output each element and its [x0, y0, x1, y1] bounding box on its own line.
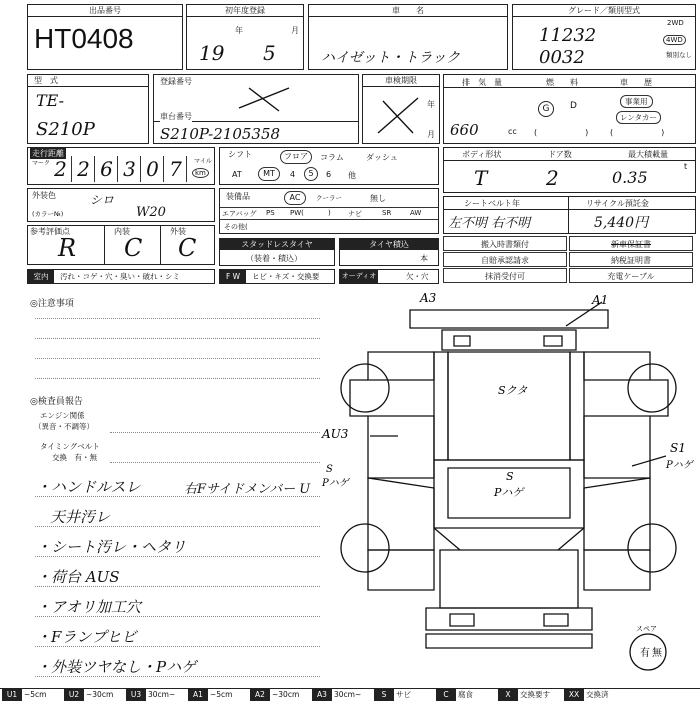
note-line-2 [35, 338, 320, 339]
fw-row-text: ヒビ・キズ・交換要 [252, 272, 320, 281]
first-reg-year-unit: 年 [235, 26, 243, 35]
note-line-1 [35, 318, 320, 319]
legend-value: サビ [396, 690, 411, 699]
legend-value: 30cm~ [148, 690, 176, 699]
first-reg-box [186, 4, 304, 70]
remark-5: ・アオリ加工穴 [36, 598, 141, 616]
timing-label: タイミングベルト [40, 442, 100, 451]
legend-key: X [498, 689, 518, 701]
recycle-value: 5,440円 [594, 215, 649, 231]
doc-item: 自賠承認請求 [443, 252, 567, 267]
seatbelt-value: 左不明 右不明 [448, 216, 531, 231]
displacement-label: 排 気 量 [462, 78, 502, 87]
rem-line-1 [35, 496, 320, 497]
shift-5: 5 [304, 167, 318, 181]
diagram-s-left: S [326, 464, 333, 475]
equipment-cooler: クーラー [316, 194, 342, 202]
displacement-unit: cc [508, 127, 517, 136]
grade-label: グレード／類別型式 [513, 5, 695, 17]
mileage-digit: 2 [50, 156, 72, 182]
remark-1b: 右Fサイドメンバー U [184, 482, 311, 497]
reg-no-label: 登録番号 [160, 77, 192, 86]
legend-key: XX [564, 689, 584, 701]
grade-box [512, 4, 696, 70]
doors-label: ドア数 [548, 150, 572, 159]
mileage-sub: マーク [32, 160, 51, 167]
auction-no-box [27, 4, 183, 70]
exterior-color-value: シロ [90, 193, 115, 207]
interior-row-text: 汚れ・コゲ・穴・臭い・破れ・シミ [60, 272, 180, 281]
legend-key: U1 [2, 689, 22, 701]
history-opt-2: レンタカー [616, 111, 661, 124]
diagram-s1: S1 [670, 441, 686, 455]
remark-1: ・ハンドルスレ [36, 478, 141, 496]
notes-label: ◎注意事項 [30, 299, 74, 309]
doc-item: 抹消受付可 [443, 268, 567, 283]
diagram-bed-label: Sクタ [498, 384, 528, 397]
grade-opt-none: 類別なし [666, 51, 692, 59]
remark-2: 天井汚レ [50, 508, 111, 526]
diagram-pge-right: Pハゲ [666, 460, 693, 471]
equipment-ac: AC [284, 191, 306, 205]
shift-dash: ダッシュ [366, 153, 398, 162]
auction-no-label: 出品番号 [28, 5, 182, 17]
equipment-item: PS [266, 209, 275, 217]
legend-value: ~5cm [210, 690, 233, 699]
diagram-pge-left: Pハゲ [322, 478, 349, 489]
car-name-value: ハイゼット・トラック [321, 50, 461, 66]
mileage-digit: 2 [73, 156, 95, 182]
inspector-label: ◎検査員報告 [30, 397, 83, 407]
seatbelt-box [443, 196, 696, 234]
grade-value-2: 0032 [539, 47, 585, 68]
mileage-digit: 3 [119, 156, 141, 182]
legend-value: 交換要す [520, 690, 550, 699]
doc-item: 搬入時書類付 [443, 236, 567, 251]
inspection-year-unit: 年 [427, 100, 435, 109]
ref-eval-label: 参考評価点 [30, 227, 70, 236]
max-load-label: 最大積載量 [628, 150, 668, 159]
inspection-month-unit: 月 [427, 130, 435, 139]
exterior-value: C [178, 234, 197, 262]
diagram-a3-top: A3 [420, 291, 437, 305]
engine-sub: （異音・不調等） [34, 422, 94, 431]
tire-label: タイヤ積込 [340, 239, 438, 250]
eval-v1 [104, 226, 105, 264]
shift-floor: フロア [280, 150, 312, 164]
rem-line-3 [35, 556, 320, 557]
interior-label: 内装 [114, 227, 130, 236]
studless-box [219, 238, 335, 266]
mileage-digit: 6 [96, 156, 118, 182]
fw-row [219, 269, 335, 284]
diagram-au3: AU3 [322, 427, 349, 441]
body-box [443, 147, 696, 193]
legend-key: A1 [188, 689, 208, 701]
doors-value: 2 [546, 166, 559, 190]
equipment-item: SR [382, 209, 392, 217]
recycle-label: リサイクル預託金 [586, 199, 649, 208]
spec-box [443, 74, 696, 144]
shift-box [219, 147, 439, 185]
reg-cross-mark [234, 83, 294, 113]
legend-value: 30cm~ [334, 690, 362, 699]
audio-row-label: オーディオ [340, 270, 378, 283]
legend-key: A2 [250, 689, 270, 701]
first-reg-month: 5 [263, 41, 276, 65]
note-line-3 [35, 358, 320, 359]
body-type-value: T [474, 166, 488, 190]
legend-value: 腐食 [458, 690, 473, 699]
diagram-a1-top: A1 [592, 293, 609, 307]
shift-other: 他 [348, 171, 356, 180]
diagram-spare-yes: 有 [640, 648, 650, 659]
doc-item: 充電ケーブル [569, 268, 693, 283]
diagram-pge-mid: Pハゲ [494, 486, 524, 499]
inspection-box [362, 74, 440, 144]
tire-unit: 本 [420, 254, 428, 263]
legend-key: A3 [312, 689, 332, 701]
equipment-item: PW( [290, 209, 304, 217]
equipment-row2 [220, 207, 438, 220]
model-label: 型 式 [28, 75, 148, 87]
first-reg-month-unit: 月 [291, 26, 299, 35]
shift-mt: MT [258, 167, 280, 181]
fuel-label: 燃 料 [546, 78, 578, 87]
grade-value-1: 11232 [539, 25, 597, 46]
auction-no-value: HT0408 [34, 23, 134, 54]
model-box [27, 74, 149, 144]
rem-line-5 [35, 616, 320, 617]
fw-row-label: F W [220, 270, 246, 283]
car-name-box [308, 4, 508, 70]
body-type-label: ボディ形状 [462, 150, 502, 159]
remark-3: ・シート汚レ・ヘタリ [36, 538, 187, 556]
insp-line-2 [110, 462, 320, 463]
rem-line-2 [35, 526, 320, 527]
docs-grid [443, 234, 696, 284]
legend-value: ~5cm [24, 690, 47, 699]
history-label: 車 歴 [620, 78, 652, 87]
model-value-2: S210P [36, 119, 95, 140]
shift-at: AT [232, 170, 242, 179]
inspection-cross-mark [373, 93, 423, 138]
exterior-color-sub: (カラー№) [32, 210, 64, 218]
doc-item: 納税証明書 [569, 252, 693, 267]
displacement-value: 660 [450, 121, 479, 139]
diagram-s-mid: S [506, 470, 514, 483]
diagram-spare-label: スペア [636, 625, 657, 633]
engine-label: エンジン関係 [40, 411, 85, 420]
eval-v2 [160, 226, 161, 264]
rem-line-7 [35, 676, 320, 677]
equipment-item: エアバッグ [222, 210, 257, 218]
car-diagram [322, 288, 700, 686]
equipment-none: 無し [370, 194, 386, 203]
studless-opt: （装着・積込） [246, 254, 302, 263]
studless-opt-2: 積込 [278, 254, 294, 263]
shift-6: 6 [326, 170, 332, 179]
inspection-label: 車検期限 [363, 75, 439, 87]
body-divider [444, 160, 695, 161]
equipment-item: AW [410, 209, 422, 217]
equipment-other: その他( [224, 223, 248, 231]
grade-opt-2wd: 2WD [667, 19, 684, 27]
first-reg-year: 19 [199, 41, 225, 65]
first-reg-label: 初年度登録 [187, 5, 303, 17]
equipment-box [219, 188, 439, 234]
max-load-unit: t [684, 162, 688, 171]
interior-row [27, 269, 215, 284]
reg-box [153, 74, 359, 144]
exterior-color-box [27, 188, 215, 222]
equipment-label: 装備品 [226, 192, 250, 201]
mileage-digit: 0 [142, 156, 164, 182]
car-name-label: 車 名 [309, 5, 507, 17]
equipment-item: ) [328, 209, 331, 217]
remark-7: ・外装ツヤなし・Pハゲ [36, 658, 197, 676]
remark-4: ・荷台 AUS [36, 568, 120, 586]
history-opt-1: 事業用 [620, 95, 653, 108]
ref-eval-value: R [58, 234, 77, 262]
exterior-color-label: 外装色 [32, 191, 56, 200]
studless-label: スタッドレスタイヤ [220, 239, 334, 250]
shift-column: コラム [320, 153, 344, 162]
studless-opt-1: 装着 [254, 254, 270, 263]
mileage-unit-label: マイル [194, 158, 212, 165]
mileage-box [27, 147, 215, 185]
remark-6: ・Fランプヒビ [36, 628, 137, 646]
exterior-label: 外装 [170, 227, 186, 236]
legend-value: 交換済 [586, 690, 609, 699]
audio-row [339, 269, 439, 284]
legend-value: ~30cm [86, 690, 114, 699]
timing-sub: 交換 有・無 [52, 453, 97, 462]
history-paren: ( ) [610, 128, 665, 137]
exterior-color-code: W20 [136, 205, 166, 220]
mileage-label: 走行距離 [32, 149, 64, 158]
shift-4: 4 [290, 170, 296, 179]
diagram-spare-no: 無 [652, 648, 662, 659]
damage-legend [0, 688, 700, 700]
legend-key: C [436, 689, 456, 701]
insp-line-1 [110, 432, 320, 433]
doc-item: 新車保証書 [569, 236, 693, 251]
rem-line-4 [35, 586, 320, 587]
chassis-label: 車台番号 [160, 112, 192, 121]
equipment-item: ナビ [348, 210, 362, 218]
seatbelt-label: シートベルト年 [464, 199, 520, 208]
legend-value: ~30cm [272, 690, 300, 699]
legend-key: U3 [126, 689, 146, 701]
grade-opt-4wd: 4WD [663, 35, 686, 45]
fuel-g: G [538, 101, 554, 117]
tire-box [339, 238, 439, 266]
model-value-1: TE- [36, 91, 65, 110]
seatbelt-divider [444, 209, 695, 210]
rem-line-6 [35, 646, 320, 647]
eval-box [27, 225, 215, 265]
chassis-value: S210P-2105358 [160, 125, 281, 143]
spec-divider [444, 87, 695, 88]
shift-label: シフト [228, 150, 252, 159]
interior-row-label: 室内 [28, 270, 54, 283]
audio-row-text: 欠・穴 [406, 272, 429, 281]
legend-key: U2 [64, 689, 84, 701]
legend-key: S [374, 689, 394, 701]
note-line-4 [35, 378, 320, 379]
fuel-d: D [570, 101, 577, 111]
max-load-value: 0.35 [612, 168, 648, 187]
mileage-digit: 7 [165, 156, 187, 182]
fuel-paren: ( ) [534, 128, 589, 137]
seatbelt-vdivider [568, 197, 569, 233]
interior-value: C [124, 234, 143, 262]
mileage-km: km [192, 168, 209, 178]
